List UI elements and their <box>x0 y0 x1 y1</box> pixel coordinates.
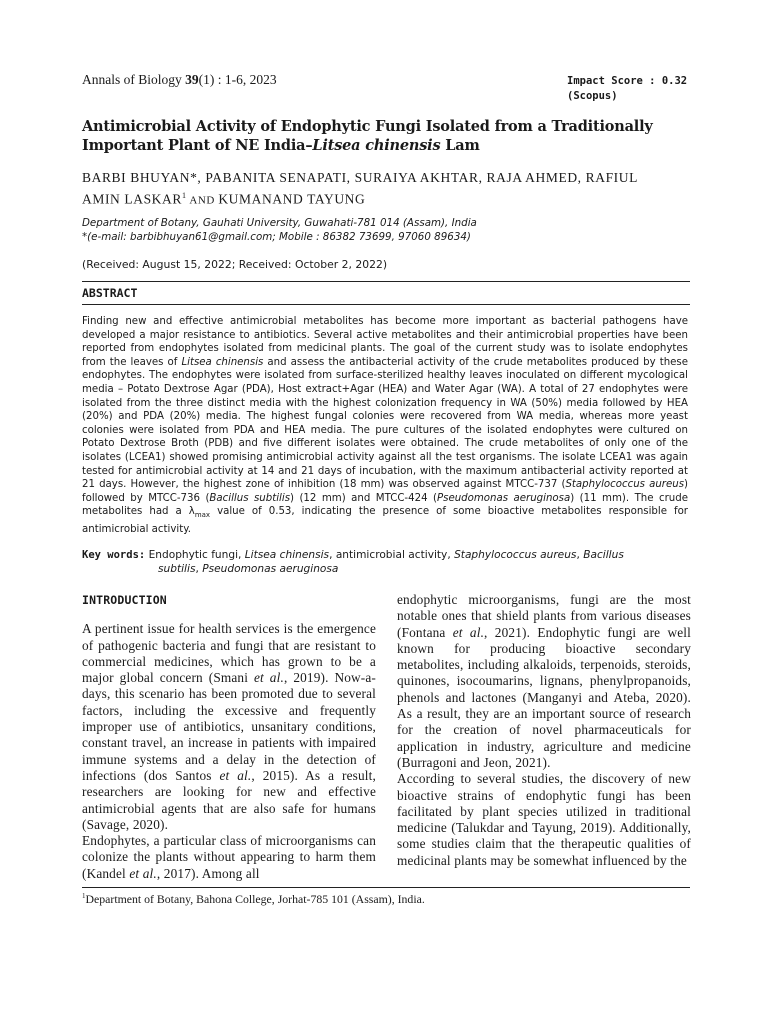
keywords-label: Key words: <box>82 549 146 561</box>
keywords-line-2 <box>82 562 688 576</box>
abstract-text: value of 0.53, indicating the presence of some bioactive metabolites responsible for antimicrobial activity. <box>82 506 688 535</box>
introduction-heading: INTRODUCTION <box>82 593 167 607</box>
keyword-text: , antimicrobial activity, <box>329 549 455 561</box>
journal-citation <box>82 72 277 88</box>
author-affiliation-mark: 1 <box>181 191 187 200</box>
keywords <box>82 548 688 576</box>
affiliation <box>82 216 692 244</box>
abstract-species: Bacillus subtilis <box>209 492 291 504</box>
received-dates: (Received: August 15, 2022; Received: October 2, 2022) <box>82 258 388 271</box>
footnote-text: Department of Botany, Bahona College, Jorhat-785 101 (Assam), India. <box>85 892 425 906</box>
impact-score <box>567 74 707 104</box>
title-species: Litsea chinensis <box>312 137 441 154</box>
title-text: Antimicrobial Activity of Endophytic Fungi Isolated from a Traditionally Important Plant of NE India– <box>82 118 653 154</box>
title-authority: Lam <box>440 137 480 154</box>
journal-volume: 39 <box>185 72 199 87</box>
intro-text: endophytic microorganisms, fungi are the most notable ones that shield plants from various diseases (Fontana <box>397 592 691 640</box>
intro-etal: et al. <box>129 865 157 881</box>
author-name-last: KUMANAND TAYUNG <box>218 191 366 207</box>
keyword-text: Endophytic fungi, <box>145 549 245 561</box>
keyword-species: Pseudomonas aeruginosa <box>202 563 339 575</box>
lambda-subscript: max <box>194 511 211 520</box>
intro-paragraph-3 <box>397 592 691 771</box>
intro-paragraph-1 <box>82 621 376 833</box>
column-left <box>82 592 376 882</box>
intro-etal: et al. <box>254 670 284 686</box>
keyword-species: Litsea chinensis <box>244 549 330 561</box>
keyword-text: , <box>195 563 203 575</box>
divider-abstract <box>82 304 690 305</box>
journal-name: Annals of Biology <box>82 72 182 87</box>
author-list <box>82 169 690 210</box>
abstract-species: Pseudomonas aeruginosa <box>437 492 571 504</box>
abstract-heading: ABSTRACT <box>82 286 138 300</box>
abstract-text: ) (11 mm). The crude metabolites had a λ <box>82 492 688 518</box>
footnote <box>82 892 425 907</box>
paper-title <box>82 117 694 155</box>
abstract-body <box>82 315 688 537</box>
intro-paragraph-4: According to several studies, the discovery of new bioactive strains of endophytic fungi has been facilitated by plant species utilized in traditional medicine (Talukdar and Tayung, 2019). Additionally, some studies claim that the therapeutic qualities of medicinal plants may be somewhat influenced by the <box>397 771 691 868</box>
abstract-species: Staphylococcus aureus <box>565 479 685 491</box>
authors-line-1: BARBI BHUYAN*, PABANITA SENAPATI, SURAIYA AKHTAR, RAJA AHMED, RAFIUL <box>82 170 638 185</box>
intro-text: A pertinent issue for health services is the emergence of pathogenic bacteria and fungi that are resistant to commercial medicines, which has grown to be a major global concern (Smani <box>82 621 376 686</box>
column-right <box>397 592 691 869</box>
intro-text: , 2019). Now-a-days, this scenario has been promoted due to several factors, including the excessive and frequently improper use of antibiotics, unsanitary conditions, constant travel, an increase in patients with impaired immune systems and a delay in the detection of infections (dos Santos <box>82 670 376 783</box>
author-conjunction: AND <box>186 194 219 207</box>
authors-line-2 <box>82 187 690 210</box>
abstract-text: ) followed by MTCC-736 ( <box>82 479 688 504</box>
journal-issue: (1) : 1-6, 2023 <box>198 72 277 87</box>
divider-footnote <box>82 887 690 888</box>
affiliation-department: Department of Botany, Gauhati University, Guwahati-781 014 (Assam), India <box>82 217 477 229</box>
abstract-text: ) (12 mm) and MTCC-424 ( <box>290 492 437 504</box>
intro-text: , 2017). Among all <box>156 865 260 881</box>
intro-text: Endophytes, a particular class of microorganisms can colonize the plants without appearing to harm them (Kandel <box>82 833 376 881</box>
affiliation-contact: *(e-mail: barbibhuyan61@gmail.com; Mobile : 86382 73699, 97060 89634) <box>82 231 471 243</box>
keyword-species: Staphylococcus aureus <box>454 549 577 561</box>
intro-etal: et al. <box>452 624 485 640</box>
footnote-mark: 1 <box>82 892 86 901</box>
intro-paragraph-2 <box>82 833 376 882</box>
impact-score-value: Impact Score : 0.32 <box>567 75 688 87</box>
intro-text: , 2015). As a result, researchers are looking for new and effective antimicrobial agents that are also safe for humans (Savage, 2020). <box>82 767 376 832</box>
keyword-species: subtilis <box>158 563 196 575</box>
abstract-text: and assess the antibacterial activity of the crude metabolites produced by these endophytes. The endophytes were isolated from surface-sterilized healthy leaves inoculated on different mycological media – Potato Dextrose Agar (PDA), Host extract+Agar (HEA) and Water Agar (WA). A total of 27 endophytes were isolated from the three distinct media with the highest colonization frequency in WA (50%) media followed by HEA (20%) and PDA (20%) media. The highest fungal colonies were recovered from WA media, whereas more yeast colonies were isolated from PDA and HEA media. The pure cultures of the isolated endophytes were cultured on Potato Dextrose Broth (PDB) and five different isolates were obtained. The crude metabolites of only one of the isolates (LCEA1) showed promising antimicrobial activity against all the test organisms. The isolate LCEA1 was again tested for antimicrobial activity at 14 and 21 days of incubation, with the maximum antibacterial activity reported at 21 days. However, the highest zone of inhibition (18 mm) was observed against MTCC-737 ( <box>82 356 688 491</box>
keyword-text: , <box>576 549 584 561</box>
author-name: AMIN LASKAR <box>82 191 182 207</box>
divider-top <box>82 281 690 282</box>
abstract-text: Finding new and effective antimicrobial metabolites has become more important as bacterial pathogens have developed a major resistance to antibiotics. Several active metabolites and their antimicrobial properties have been reported from endophytes isolated from medicinal plants. The goal of the current study was to isolate endophytes from the leaves of <box>82 316 688 368</box>
impact-score-source: (Scopus) <box>567 90 618 102</box>
intro-etal: et al. <box>219 767 252 783</box>
keyword-species: Bacillus <box>583 549 624 561</box>
abstract-species: Litsea chinensis <box>181 356 264 368</box>
intro-text: , 2021). Endophytic fungi are well known for producing bioactive secondary metabolites, including alkaloids, terpenoids, steroids, quinones, isocoumarins, lignans, phenylpropanoids, phenols and lactones (Manganyi and Ateba, 2020). As a result, they are an important source of research for the creation of novel pharmaceuticals for application in industry, agriculture and medicine (Burragoni and Jeon, 2021). <box>397 624 691 770</box>
